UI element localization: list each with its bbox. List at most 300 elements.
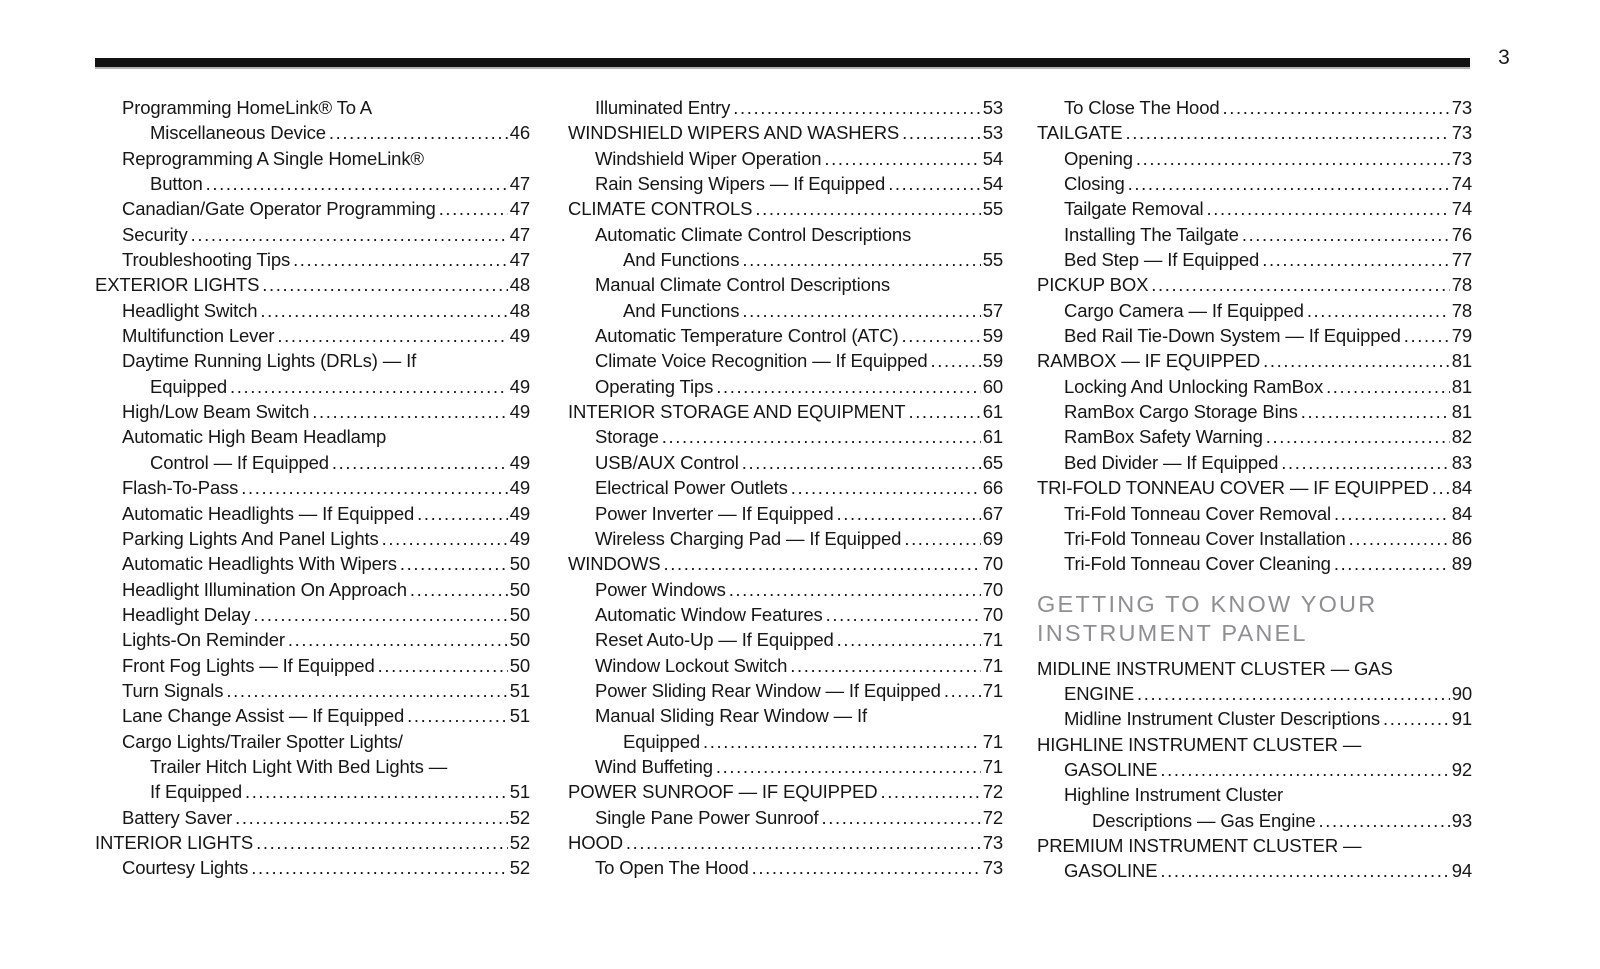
toc-entry-text: PICKUP BOX [1037, 274, 1149, 296]
toc-entry-text: Button [150, 173, 203, 195]
page-ref: 65 [982, 451, 1003, 473]
toc-entry[interactable] [95, 754, 530, 779]
toc-entry[interactable] [95, 627, 530, 652]
page-ref: 81 [1451, 350, 1472, 372]
page-ref: 57 [982, 299, 1003, 321]
page-ref: 84 [1451, 477, 1472, 499]
toc-entry[interactable] [95, 450, 530, 475]
toc-chapter-entry[interactable] [95, 830, 530, 855]
page-ref: 71 [982, 679, 1003, 701]
toc-entry[interactable] [95, 348, 530, 373]
dot-leader [288, 627, 508, 652]
dot-leader [716, 754, 981, 779]
toc-entry[interactable] [568, 754, 1003, 779]
toc-entry[interactable] [95, 120, 530, 145]
toc-entry[interactable] [95, 653, 530, 678]
page-ref: 86 [1451, 527, 1472, 549]
dot-leader [256, 830, 508, 855]
toc-entry[interactable] [95, 222, 530, 247]
page-ref: 50 [509, 629, 530, 651]
page-ref: 49 [509, 375, 530, 397]
dot-leader [1301, 399, 1450, 424]
toc-entry[interactable] [1037, 171, 1472, 196]
toc-entry-text: Highline Instrument Cluster [1064, 784, 1284, 806]
page-ref: 81 [1451, 401, 1472, 423]
toc-entry-text: PREMIUM INSTRUMENT CLUSTER — [1037, 834, 1362, 856]
section-heading-text: INSTRUMENT PANEL [1037, 619, 1308, 646]
toc-entry-text: Installing The Tailgate [1064, 223, 1239, 245]
toc-entry-text: POWER SUNROOF — IF EQUIPPED [568, 781, 878, 803]
toc-chapter-entry[interactable] [568, 830, 1003, 855]
toc-entry[interactable] [568, 602, 1003, 627]
toc-entry-text: Automatic Climate Control Descriptions [595, 223, 912, 245]
page-ref: 71 [982, 654, 1003, 676]
toc-chapter-entry[interactable] [568, 779, 1003, 804]
toc-entry[interactable] [1037, 757, 1472, 782]
dot-leader [716, 374, 981, 399]
page-ref: 47 [509, 198, 530, 220]
dot-leader [703, 729, 981, 754]
section-heading [1037, 619, 1472, 648]
page-ref: 90 [1451, 682, 1472, 704]
dot-leader [1307, 298, 1450, 323]
toc-entry[interactable] [1037, 450, 1472, 475]
dot-leader [662, 424, 981, 449]
toc-entry-text: Windshield Wiper Operation [595, 147, 822, 169]
toc-entry[interactable] [568, 298, 1003, 323]
toc-entry-text: Illuminated Entry [595, 97, 731, 118]
page-ref: 91 [1451, 708, 1472, 730]
toc-entry[interactable] [568, 424, 1003, 449]
dot-leader [1207, 196, 1450, 221]
toc-entry[interactable] [1037, 95, 1472, 120]
toc-entry-text: Power Sliding Rear Window — If Equipped [595, 679, 941, 701]
page-ref: 73 [982, 857, 1003, 879]
dot-leader [226, 678, 507, 703]
toc-entry-text: Wind Buffeting [595, 755, 713, 777]
toc-entry-text: Equipped [623, 730, 700, 752]
dot-leader [230, 374, 508, 399]
toc-chapter-entry[interactable] [1037, 656, 1472, 681]
toc-entry[interactable] [568, 450, 1003, 475]
page-ref: 73 [1451, 122, 1472, 144]
dot-leader [382, 526, 508, 551]
toc-entry-text: Headlight Switch [122, 299, 258, 321]
dot-leader [241, 475, 507, 500]
toc-entry[interactable] [95, 602, 530, 627]
toc-entry-text: HOOD [568, 831, 623, 853]
page-ref: 46 [509, 122, 530, 144]
page-ref: 47 [509, 249, 530, 271]
dot-leader [1432, 475, 1450, 500]
toc-entry-text: Multifunction Lever [122, 325, 275, 347]
toc-entry-text: Reprogramming A Single HomeLink® [122, 147, 424, 169]
toc-entry[interactable] [1037, 196, 1472, 221]
toc-entry-text: Manual Sliding Rear Window — If [595, 705, 867, 727]
toc-entry[interactable] [1037, 424, 1472, 449]
toc-entry-text: Tri-Fold Tonneau Cover Removal [1064, 502, 1331, 524]
toc-entry-text: Midline Instrument Cluster Descriptions [1064, 708, 1380, 730]
toc-entry[interactable] [568, 222, 1003, 247]
dot-leader [791, 475, 981, 500]
dot-leader [663, 551, 980, 576]
dot-leader [888, 171, 981, 196]
page-ref: 94 [1451, 860, 1472, 882]
toc-entry[interactable] [568, 577, 1003, 602]
page-ref: 48 [509, 274, 530, 296]
page-ref: 89 [1451, 553, 1472, 575]
toc-entry-text: Courtesy Lights [122, 857, 249, 879]
toc-entry[interactable] [1037, 399, 1472, 424]
toc-entry-text: HIGHLINE INSTRUMENT CLUSTER — [1037, 733, 1362, 755]
page-ref: 70 [982, 603, 1003, 625]
toc-entry-text: Canadian/Gate Operator Programming [122, 198, 436, 220]
dot-leader [729, 577, 981, 602]
dot-leader [1136, 146, 1450, 171]
toc-entry[interactable] [568, 703, 1003, 728]
toc-entry-text: Operating Tips [595, 375, 714, 397]
dot-leader [908, 399, 980, 424]
dot-leader [378, 653, 508, 678]
dot-leader [1160, 858, 1449, 883]
toc-entry-text: INTERIOR STORAGE AND EQUIPMENT [568, 401, 906, 423]
toc-entry[interactable] [95, 703, 530, 728]
toc-entry-text: WINDOWS [568, 553, 661, 575]
toc-entry-text: Power Inverter — If Equipped [595, 502, 834, 524]
section-heading-text: GETTING TO KNOW YOUR [1037, 590, 1378, 617]
page-ref: 54 [982, 173, 1003, 195]
toc-entry[interactable] [95, 374, 530, 399]
toc-entry[interactable] [95, 855, 530, 880]
toc-chapter-entry[interactable] [1037, 732, 1472, 757]
toc-entry-text: USB/AUX Control [595, 451, 739, 473]
page-ref: 84 [1451, 502, 1472, 524]
toc-entry[interactable] [568, 627, 1003, 652]
page-ref: 55 [982, 198, 1003, 220]
toc-entry-text: Equipped [150, 375, 227, 397]
toc-entry[interactable] [1037, 858, 1472, 883]
page-ref: 81 [1451, 375, 1472, 397]
dot-leader [1242, 222, 1450, 247]
toc-entry-text: Opening [1064, 147, 1133, 169]
page-ref: 74 [1451, 173, 1472, 195]
page-ref: 50 [509, 603, 530, 625]
toc-entry-text: Locking And Unlocking RamBox [1064, 375, 1324, 397]
toc-entry-text: Automatic Headlights — If Equipped [122, 502, 415, 524]
toc-entry-text: To Open The Hood [595, 857, 749, 879]
page-ref: 50 [509, 654, 530, 676]
dot-leader [1334, 501, 1450, 526]
page-ref: 47 [509, 173, 530, 195]
toc-entry-text: Electrical Power Outlets [595, 477, 788, 499]
toc-entry[interactable] [1037, 323, 1472, 348]
page-number: 3 [1498, 46, 1510, 69]
toc-entry-text: Lights-On Reminder [122, 629, 285, 651]
page-ref: 60 [982, 375, 1003, 397]
toc-entry[interactable] [1037, 681, 1472, 706]
page-ref: 66 [982, 477, 1003, 499]
toc-entry-text: ENGINE [1064, 682, 1135, 704]
toc-entry-text: If Equipped [150, 781, 242, 803]
page-ref: 71 [982, 755, 1003, 777]
page-ref: 49 [509, 401, 530, 423]
toc-entry-text: Rain Sensing Wipers — If Equipped [595, 173, 886, 195]
toc-entry-text: Window Lockout Switch [595, 654, 788, 676]
toc-entry[interactable] [568, 653, 1003, 678]
dot-leader [262, 272, 507, 297]
toc-chapter-entry[interactable] [95, 272, 530, 297]
toc-entry[interactable] [568, 501, 1003, 526]
dot-leader [836, 501, 980, 526]
toc-chapter-entry[interactable] [1037, 475, 1472, 500]
page-ref: 50 [509, 578, 530, 600]
toc-entry-text: Climate Voice Recognition — If Equipped [595, 350, 928, 372]
toc-entry-text: Tri-Fold Tonneau Cover Installation [1064, 527, 1346, 549]
dot-leader [1326, 374, 1450, 399]
page-ref: 61 [982, 426, 1003, 448]
dot-leader [253, 602, 507, 627]
toc-entry-text: Troubleshooting Tips [122, 249, 291, 271]
toc-entry[interactable] [568, 678, 1003, 703]
toc-entry[interactable] [95, 196, 530, 221]
toc-entry-text: EXTERIOR LIGHTS [95, 274, 260, 296]
toc-entry-text: Automatic High Beam Headlamp [122, 426, 387, 448]
page-ref: 53 [982, 97, 1003, 118]
toc-entry[interactable] [95, 526, 530, 551]
toc-entry-text: Turn Signals [122, 679, 224, 701]
toc-entry-text: Automatic Headlights With Wipers [122, 553, 397, 575]
toc-entry-text: Tailgate Removal [1064, 198, 1204, 220]
dot-leader [837, 627, 981, 652]
page-ref: 49 [509, 477, 530, 499]
toc-entry-text: Control — If Equipped [150, 451, 329, 473]
dot-leader [880, 779, 980, 804]
dot-leader [752, 855, 981, 880]
toc-entry[interactable] [95, 501, 530, 526]
toc-entry-text: WINDSHIELD WIPERS AND WASHERS [568, 122, 900, 144]
page-ref: 70 [982, 553, 1003, 575]
toc-entry[interactable] [95, 171, 530, 196]
toc-entry[interactable] [95, 399, 530, 424]
dot-leader [277, 323, 507, 348]
page-ref: 74 [1451, 198, 1472, 220]
dot-leader [235, 805, 508, 830]
page-ref: 67 [982, 502, 1003, 524]
toc-entry-text: Security [122, 223, 188, 245]
toc-entry[interactable] [568, 247, 1003, 272]
toc-entry[interactable] [95, 551, 530, 576]
toc-chapter-entry[interactable] [1037, 348, 1472, 373]
toc-entry[interactable] [1037, 247, 1472, 272]
toc-entry-text: GASOLINE [1064, 860, 1158, 882]
toc-entry-text: Tri-Fold Tonneau Cover Cleaning [1064, 553, 1331, 575]
toc-entry-text: Bed Step — If Equipped [1064, 249, 1260, 271]
toc-entry[interactable] [1037, 706, 1472, 731]
toc-entry[interactable] [95, 247, 530, 272]
dot-leader [410, 577, 508, 602]
section-heading [1037, 590, 1472, 619]
toc-entry-text: And Functions [623, 299, 740, 321]
toc-entry[interactable] [95, 424, 530, 449]
dot-leader [312, 399, 507, 424]
dot-leader [206, 171, 508, 196]
toc-entry-text: Automatic Temperature Control (ATC) [595, 325, 899, 347]
page-ref: 49 [509, 502, 530, 524]
toc-entry-text: RAMBOX — IF EQUIPPED [1037, 350, 1261, 372]
toc-entry[interactable] [1037, 551, 1472, 576]
dot-leader [742, 247, 980, 272]
page-ref: 93 [1451, 809, 1472, 831]
dot-leader [1160, 757, 1449, 782]
toc-entry[interactable] [568, 526, 1003, 551]
toc-entry-text: Headlight Illumination On Approach [122, 578, 407, 600]
page-ref: 92 [1451, 758, 1472, 780]
toc-entry-text: CLIMATE CONTROLS [568, 198, 753, 220]
toc-entry[interactable] [568, 805, 1003, 830]
page-ref: 55 [982, 249, 1003, 271]
toc-entry-text: Flash-To-Pass [122, 477, 239, 499]
page-ref: 72 [982, 806, 1003, 828]
dot-leader [824, 146, 980, 171]
toc-entry-text: Single Pane Power Sunroof [595, 806, 819, 828]
page-ref: 76 [1451, 223, 1472, 245]
toc-entry-text: Miscellaneous Device [150, 122, 326, 144]
toc-entry-text: Wireless Charging Pad — If Equipped [595, 527, 902, 549]
toc-entry[interactable] [568, 855, 1003, 880]
toc-entry[interactable] [95, 729, 530, 754]
dot-leader [1137, 681, 1450, 706]
toc-entry[interactable] [568, 146, 1003, 171]
toc-entry-text: Closing [1064, 173, 1125, 195]
toc-entry[interactable] [568, 348, 1003, 373]
toc-entry-text: And Functions [623, 249, 740, 271]
page-ref: 52 [509, 806, 530, 828]
dot-leader [902, 120, 981, 145]
page-ref: 71 [982, 629, 1003, 651]
dot-leader [902, 323, 981, 348]
toc-entry[interactable] [568, 475, 1003, 500]
page-ref: 71 [982, 730, 1003, 752]
toc-chapter-entry[interactable] [568, 120, 1003, 145]
dot-leader [1128, 171, 1450, 196]
toc-entry[interactable] [568, 323, 1003, 348]
toc-entry-text: Power Windows [595, 578, 726, 600]
dot-leader [439, 196, 508, 221]
toc-entry[interactable] [1037, 501, 1472, 526]
toc-entry-text: Trailer Hitch Light With Bed Lights — [150, 755, 448, 777]
toc-entry[interactable] [95, 779, 530, 804]
toc-entry-text: Headlight Delay [122, 603, 251, 625]
page-ref: 59 [982, 325, 1003, 347]
toc-entry-text: Programming HomeLink® To A [122, 97, 372, 118]
toc-chapter-entry[interactable] [568, 551, 1003, 576]
dot-leader [1262, 247, 1450, 272]
toc-entry[interactable] [1037, 526, 1472, 551]
toc-entry[interactable] [95, 678, 530, 703]
toc-entry-text: MIDLINE INSTRUMENT CLUSTER — GAS [1037, 657, 1393, 679]
dot-leader [245, 779, 508, 804]
toc-entry[interactable] [568, 272, 1003, 297]
toc-entry[interactable] [568, 374, 1003, 399]
page-ref: 70 [982, 578, 1003, 600]
toc-entry-text: Front Fog Lights — If Equipped [122, 654, 375, 676]
dot-leader [293, 247, 508, 272]
dot-leader [332, 450, 508, 475]
toc-entry[interactable] [95, 577, 530, 602]
toc-entry-text: Storage [595, 426, 659, 448]
dot-leader [1404, 323, 1450, 348]
page-ref: 79 [1451, 325, 1472, 347]
page-ref: 52 [509, 831, 530, 853]
page-ref: 73 [1451, 147, 1472, 169]
toc-chapter-entry[interactable] [568, 196, 1003, 221]
dot-leader [1126, 120, 1450, 145]
toc-entry[interactable] [568, 95, 1003, 120]
page-ref: 69 [982, 527, 1003, 549]
dot-leader [755, 196, 980, 221]
toc-entry[interactable] [1037, 222, 1472, 247]
toc-entry-text: Bed Divider — If Equipped [1064, 451, 1279, 473]
toc-entry-text: Daytime Running Lights (DRLs) — If [122, 350, 417, 372]
dot-leader [400, 551, 508, 576]
toc-chapter-entry[interactable] [1037, 120, 1472, 145]
page-ref: 72 [982, 781, 1003, 803]
page-ref: 51 [509, 679, 530, 701]
dot-leader [733, 95, 980, 120]
dot-leader [742, 298, 980, 323]
toc-entry[interactable] [1037, 808, 1472, 833]
dot-leader [826, 602, 981, 627]
toc-entry[interactable] [95, 475, 530, 500]
toc-entry[interactable] [1037, 782, 1472, 807]
dot-leader [417, 501, 508, 526]
toc-entry-text: GASOLINE [1064, 758, 1158, 780]
toc-column-3 [1037, 95, 1472, 884]
toc-chapter-entry[interactable] [568, 399, 1003, 424]
toc-entry[interactable] [95, 95, 530, 120]
page-ref: 51 [509, 705, 530, 727]
page-ref: 49 [509, 325, 530, 347]
toc-entry[interactable] [95, 323, 530, 348]
toc-column-2 [568, 95, 1003, 884]
page-ref: 61 [982, 401, 1003, 423]
toc-entry-text: Battery Saver [122, 806, 233, 828]
toc-chapter-entry[interactable] [1037, 272, 1472, 297]
toc-entry[interactable] [95, 805, 530, 830]
page-ref: 48 [509, 299, 530, 321]
dot-leader [407, 703, 508, 728]
dot-leader [1266, 424, 1450, 449]
toc-entry-text: Automatic Window Features [595, 603, 823, 625]
toc-entry[interactable] [1037, 298, 1472, 323]
dot-leader [1263, 348, 1450, 373]
dot-leader [626, 830, 981, 855]
page-ref: 82 [1451, 426, 1472, 448]
dot-leader [742, 450, 981, 475]
dot-leader [1383, 706, 1450, 731]
toc-entry[interactable] [568, 729, 1003, 754]
toc-entry[interactable] [568, 171, 1003, 196]
toc-entry[interactable] [95, 146, 530, 171]
toc-entry[interactable] [1037, 146, 1472, 171]
toc-entry[interactable] [1037, 374, 1472, 399]
page-ref: 52 [509, 857, 530, 879]
toc-chapter-entry[interactable] [1037, 833, 1472, 858]
page-ref: 50 [509, 553, 530, 575]
toc-entry[interactable] [95, 298, 530, 323]
page-ref: 77 [1451, 249, 1472, 271]
toc-column-1 [95, 95, 530, 884]
